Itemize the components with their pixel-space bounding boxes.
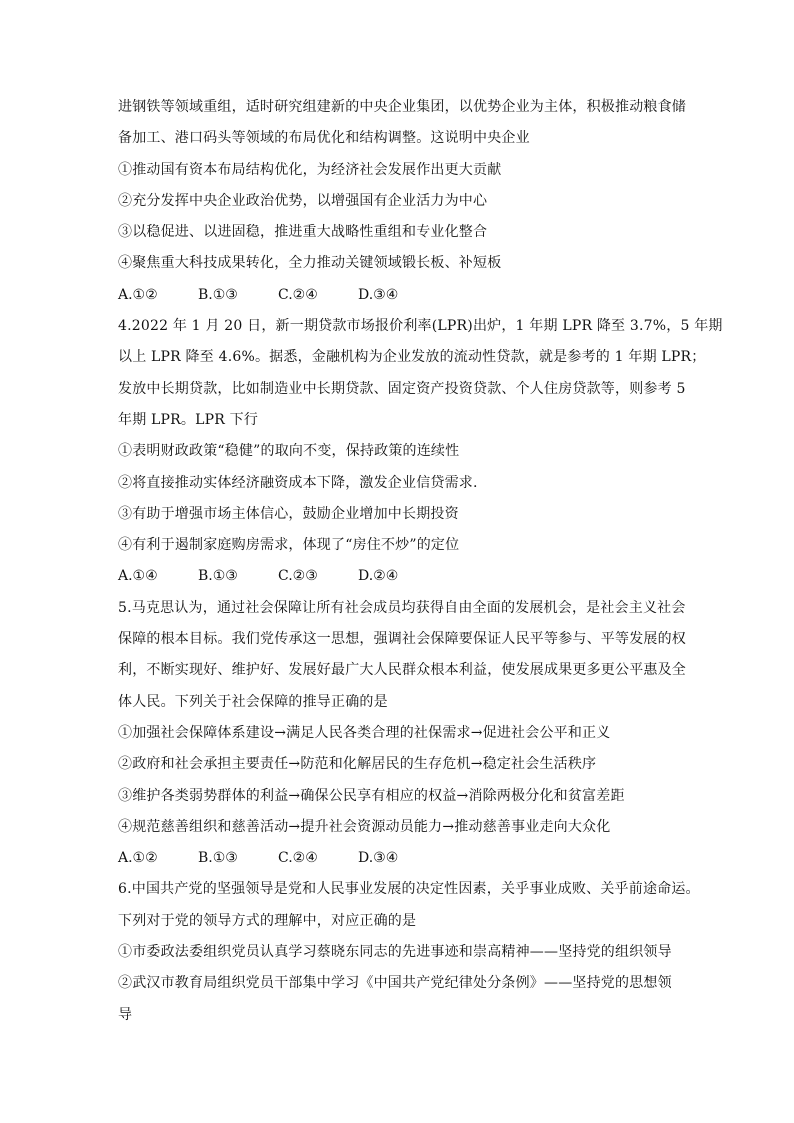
q3-option-b: B.①③ <box>198 286 238 303</box>
q3-option-d: D.③④ <box>358 286 399 303</box>
q3-item: ②充分发挥中央企业政治优势，以增强国有企业活力为中心 <box>118 192 488 209</box>
q3-options <box>118 280 684 311</box>
q3-option-c: C.②④ <box>278 286 318 303</box>
q5-stem-line: 5.马克思认为，通过社会保障让所有社会成员均获得自由全面的发展机会，是社会主义社会 <box>118 599 686 616</box>
q4-option-d: D.②④ <box>358 568 399 585</box>
q3-item: ③以稳促进、以进固稳，推进重大战略性重组和专业化整合 <box>118 224 488 241</box>
q5-options <box>118 843 684 874</box>
q5-option-b: B.①③ <box>198 850 238 867</box>
q4-stem-line: 4.2022 年 1 月 20 日，新一期贷款市场报价利率(LPR)出炉，1 年期 LPR 降至 3.7%，5 年期 <box>118 318 723 335</box>
q4-stem-line: 年期 LPR。LPR 下行 <box>118 411 259 428</box>
q5-item: ②政府和社会承担主要责任→防范和化解居民的生存危机→稳定社会生活秩序 <box>118 756 597 773</box>
q5-item: ④规范慈善组织和慈善活动→提升社会资源动员能力→推动慈善事业走向大众化 <box>118 818 611 835</box>
q4-item: ③有助于增强市场主体信心，鼓励企业增加中长期投资 <box>118 505 459 522</box>
q4-item: ②将直接推动实体经济融资成本下降，激发企业信贷需求. <box>118 474 478 491</box>
q5-item: ①加强社会保障体系建设→满足人民各类合理的社保需求→促进社会公平和正义 <box>118 724 611 741</box>
q4-options <box>118 561 684 592</box>
q6-stem-line: 下列对于党的领导方式的理解中，对应正确的是 <box>118 912 417 929</box>
q4-option-a: A.①④ <box>118 568 158 585</box>
q6-item: 导 <box>118 1006 133 1023</box>
q3-item: ①推动国有资本布局结构优化，为经济社会发展作出更大贡献 <box>118 161 502 178</box>
q4-item: ①表明财政政策“稳健”的取向不变，保持政策的连续性 <box>118 443 460 460</box>
q5-stem-line: 体人民。下列关于社会保障的推导正确的是 <box>118 693 388 710</box>
q5-option-c: C.②④ <box>278 850 318 867</box>
q3-stem-line: 进钢铁等领域重组，适时研究组建新的中央企业集团，以优势企业为主体，积极推动粮食储 <box>118 99 686 115</box>
q5-option-a: A.①② <box>118 850 158 867</box>
q3-stem-line: 备加工、港口码头等领域的布局优化和结构调整。这说明中央企业 <box>118 130 530 147</box>
q6-item: ②武汉市教育局组织党员干部集中学习《中国共产党纪律处分条例》——坚持党的思想领 <box>118 975 672 992</box>
q4-option-c: C.②③ <box>278 568 318 585</box>
q5-item: ③维护各类弱势群体的利益→确保公民享有相应的权益→消除两极分化和贫富差距 <box>118 787 625 804</box>
q4-stem-line: 以上 LPR 降至 4.6%。据悉，金融机构为企业发放的流动性贷款，就是参考的 1 年期 LPR； <box>118 349 706 366</box>
q5-stem-line: 利，不断实现好、维护好、发展好最广大人民群众根本利益，使发展成果更多更公平惠及全 <box>118 662 686 679</box>
q6-item: ①市委政法委组织党员认真学习蔡晓东同志的先进事迹和崇高精神——坚持党的组织领导 <box>118 944 672 961</box>
q4-item: ④有利于遏制家庭购房需求，体现了“房住不炒”的定位 <box>118 537 460 554</box>
q3-option-a: A.①② <box>118 286 158 303</box>
q4-stem-line: 发放中长期贷款，比如制造业中长期贷款、固定资产投资贷款、个人住房贷款等，则参考 5 <box>118 380 686 397</box>
q3-item: ④聚焦重大科技成果转化，全力推动关键领域锻长板、补短板 <box>118 255 502 272</box>
q5-option-d: D.③④ <box>358 850 399 867</box>
q4-option-b: B.①③ <box>198 568 238 585</box>
q5-stem-line: 保障的根本目标。我们党传承这一思想，强调社会保障要保证人民平等参与、平等发展的权 <box>118 631 686 648</box>
document-page <box>118 92 723 1031</box>
q6-stem-line: 6.中国共产党的坚强领导是党和人民事业发展的决定性因素，关乎事业成败、关乎前途命运。 <box>118 881 700 898</box>
